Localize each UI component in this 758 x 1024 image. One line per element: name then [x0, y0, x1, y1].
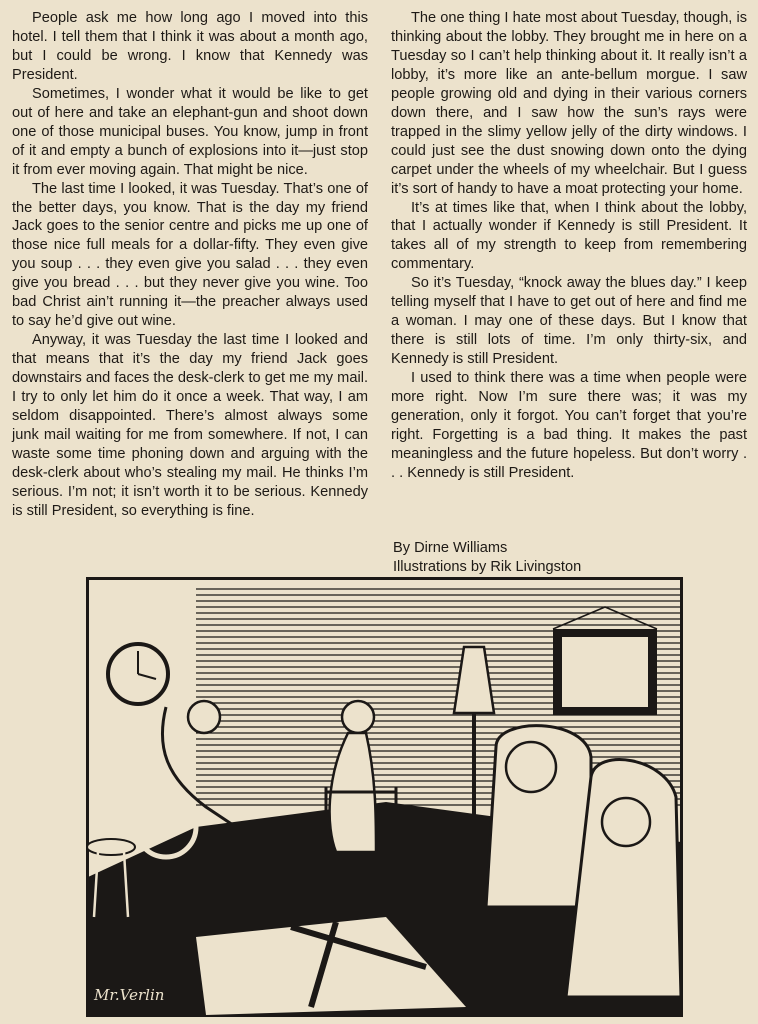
paragraph: The last time I looked, it was Tuesday. That’s one of the better days, you know. That is the day my friend Jack goes to the senior centre and picks me up one of those nice full meals for a dollar-fifty. They even give you soup . . . they even give you salad . . . they even give you bread . . . but they never give you wine. Too bad Christ ain’t running it—the preacher always used to say he’d give out wine. — [12, 180, 368, 330]
left-column — [12, 9, 368, 521]
credits — [393, 539, 581, 577]
paragraph: The one thing I hate most about Tuesday, though, is thinking about the lobby. They brought me in here on a Tuesday so I can’t help thinking about it. It really isn’t a lobby, it’s more like an ante-bellum morgue. I saw people growing old and dying in their various corners down there, and I saw how the sun’s rays were trapped in the slimy yellow jelly of the dirty windows. I could just see the dust snowing down onto the dying carpet under the wheels of my wheelchair. But I guess it’s sort of handy to have a moat protecting your home. — [391, 10, 747, 197]
paragraph: So it’s Tuesday, “knock away the blues day.” I keep telling myself that I have to get out of here and find me a woman. I may one of these days. But I know that there is still lots of time. I’m only thirty-six, and Kennedy is still President. — [391, 275, 747, 368]
right-column — [391, 9, 747, 483]
paragraph: Sometimes, I wonder what it would be like to get out of here and take an elephant-gun and shoot down one of those municipal buses. You know, jump in front of it and empty a bunch of explosions into it—just stop it from ever moving again. That might be nice. — [12, 85, 368, 178]
paragraph: Anyway, it was Tuesday the last time I looked and that means that it’s the day my friend Jack goes downstairs and faces the desk-clerk to get me my mail. I try to only let him do it once a week. That way, I am seldom disappointed. There’s almost always some junk mail waiting for me from somewhere. If not, I can waste some time phoning down and arguing with the desk-clerk about who’s stealing my mail. He thinks I’m serious. I’m not; it isn’t worth it to be serious. Kennedy is still President, so everything is fine. — [12, 332, 368, 519]
illustrator-credit: Illustrations by Rik Livingston — [393, 559, 582, 575]
artist-signature: Mr.Verlin — [94, 986, 165, 1004]
lobby-illustration — [86, 577, 683, 1017]
clock-icon — [108, 644, 168, 704]
paragraph: I used to think there was a time when people were more right. Now I’m sure there was; it was my generation, only it forgot. You can’t forget that you’re right. Forgetting is a bad thing. It makes the past meaningless and the future hopeless. But don’t worry . . . Kennedy is still President. — [391, 370, 747, 481]
author-byline: By Dirne Williams — [393, 540, 508, 556]
paragraph: It’s at times like that, when I think about the lobby, that I actually wonder if Kennedy is still President. It takes all of my strength to keep from remembering commentary. — [391, 199, 747, 273]
paragraph: People ask me how long ago I moved into this hotel. I tell them that I think it was about a month ago, but I could be wrong. I know that Kennedy was President. — [12, 10, 368, 83]
